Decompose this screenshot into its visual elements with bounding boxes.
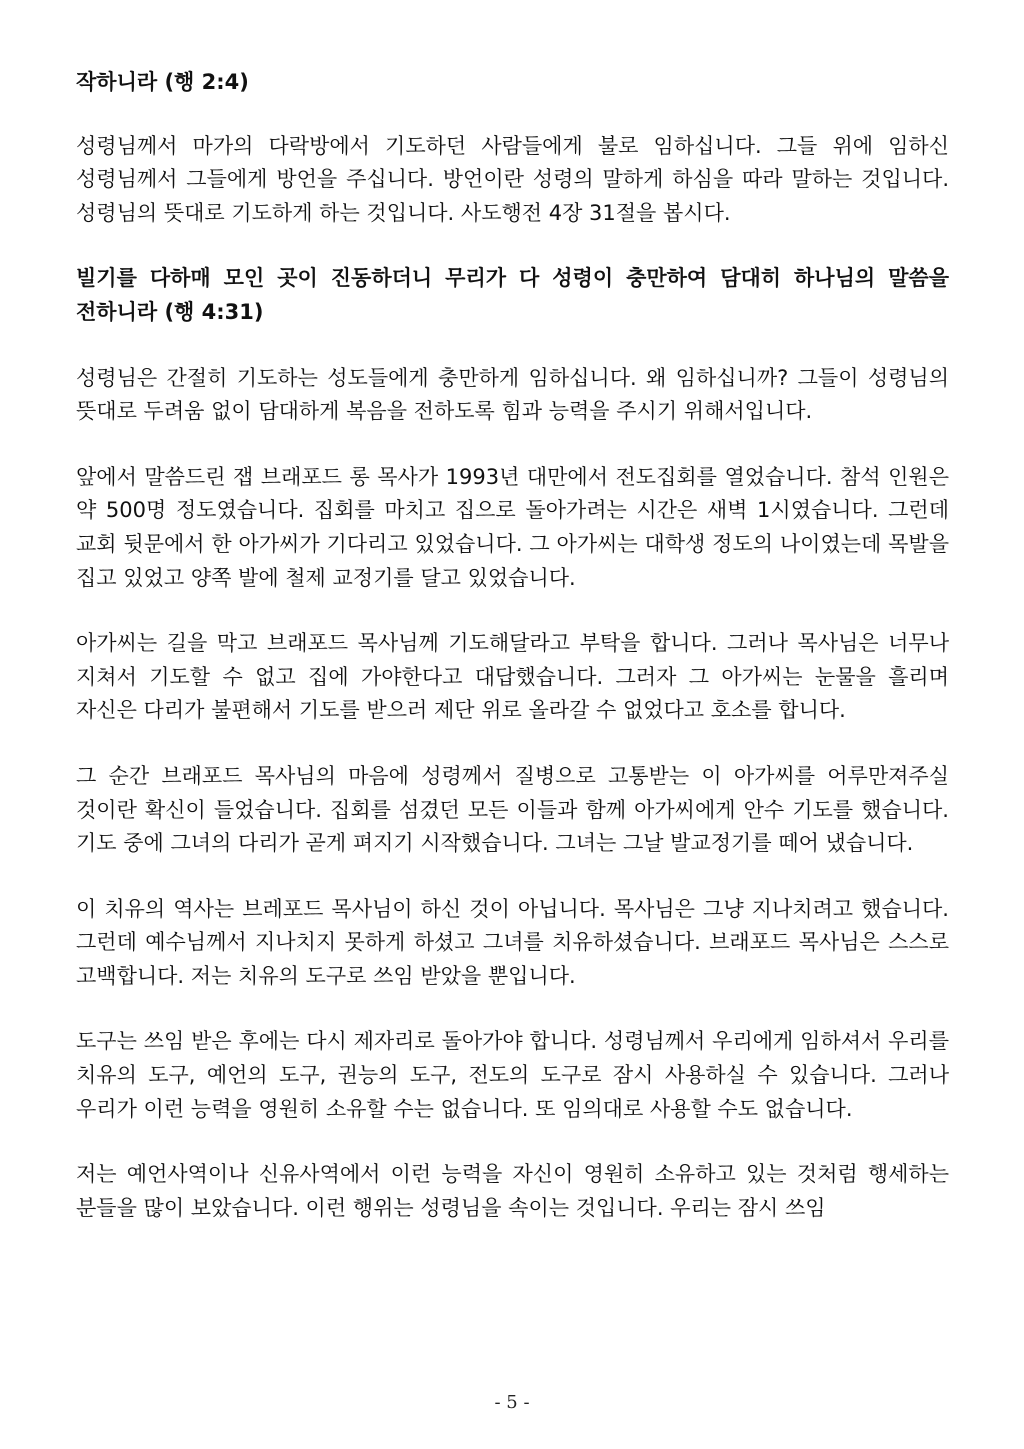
body-paragraph: 저는 예언사역이나 신유사역에서 이런 능력을 자신이 영원히 소유하고 있는 것처럼 행세하는 분들을 많이 보았습니다. 이런 행위는 성령님을 속이는 것입니다. 우리는 잠시 쓰임 bbox=[76, 1162, 949, 1220]
body-paragraph: 도구는 쓰임 받은 후에는 다시 제자리로 돌아가야 합니다. 성령님께서 우리에게 임하셔서 우리를 치유의 도구, 예언의 도구, 권능의 도구, 전도의 도구로 잠시 사용하실 수 있습니다. 그러나 우리가 이런 능력을 영원히 소유할 수는 없습니다. 또 임의대로 사용할 수도 없습니다. bbox=[76, 1029, 949, 1121]
body-paragraph: 이 치유의 역사는 브레포드 목사님이 하신 것이 아닙니다. 목사님은 그냥 지나치려고 했습니다. 그런데 예수님께서 지나치지 못하게 하셨고 그녀를 치유하셨습니다. 브래포드 목사님은 스스로 고백합니다. 저는 치유의 도구로 쓰임 받았을 뿐입니다. bbox=[76, 896, 949, 988]
verse-quote-acts-4-31: 빌기를 다하매 모인 곳이 진동하더니 무리가 다 성령이 충만하여 담대히 하나님의 말씀을 전하니라 (행 4:31) bbox=[76, 266, 949, 324]
body-paragraph: 아가씨는 길을 막고 브래포드 목사님께 기도해달라고 부탁을 합니다. 그러나 목사님은 너무나 지쳐서 기도할 수 없고 집에 가야한다고 대답했습니다. 그러자 그 아가씨는 눈물을 흘리며 자신은 다리가 불편해서 기도를 받으러 제단 위로 올라갈 수 없었다고 호소를 합니다. bbox=[76, 631, 949, 723]
document-body bbox=[76, 66, 949, 1257]
body-paragraph: 성령님은 간절히 기도하는 성도들에게 충만하게 임하십니다. 왜 임하십니까? 그들이 성령님의 뜻대로 두려움 없이 담대하게 복음을 전하도록 힘과 능력을 주시기 위해서입니다. bbox=[76, 365, 949, 424]
body-paragraph: 성령님께서 마가의 다락방에서 기도하던 사람들에게 불로 임하십니다. 그들 위에 임하신 성령님께서 그들에게 방언을 주십니다. 방언이란 성령의 말하게 하심을 따라 말하는 것입니다. 성령님의 뜻대로 기도하게 하는 것입니다. 사도행전 4장 31절을 봅시다. bbox=[76, 133, 949, 225]
verse-quote-acts-2-4: 작하니라 (행 2:4) bbox=[76, 70, 249, 94]
page-number: - 5 - bbox=[494, 1392, 530, 1413]
body-paragraph: 그 순간 브래포드 목사님의 마음에 성령께서 질병으로 고통받는 이 아가씨를 어루만져주실 것이란 확신이 들었습니다. 집회를 섬겼던 모든 이들과 함께 아가씨에게 안수 기도를 했습니다. 기도 중에 그녀의 다리가 곧게 펴지기 시작했습니다. 그녀는 그날 발교정기를 떼어 냈습니다. bbox=[76, 763, 949, 856]
body-paragraph: 앞에서 말씀드린 잽 브래포드 롱 목사가 1993년 대만에서 전도집회를 열었습니다. 참석 인원은 약 500명 정도였습니다. 집회를 마치고 집으로 돌아가려는 시간은 새벽 1시였습니다. 그런데 교회 뒷문에서 한 아가씨가 기다리고 있었습니다. 그 아가씨는 대학생 정도의 나이였는데 목발을 집고 있었고 양쪽 발에 철제 교정기를 달고 있었습니다. bbox=[76, 464, 949, 590]
